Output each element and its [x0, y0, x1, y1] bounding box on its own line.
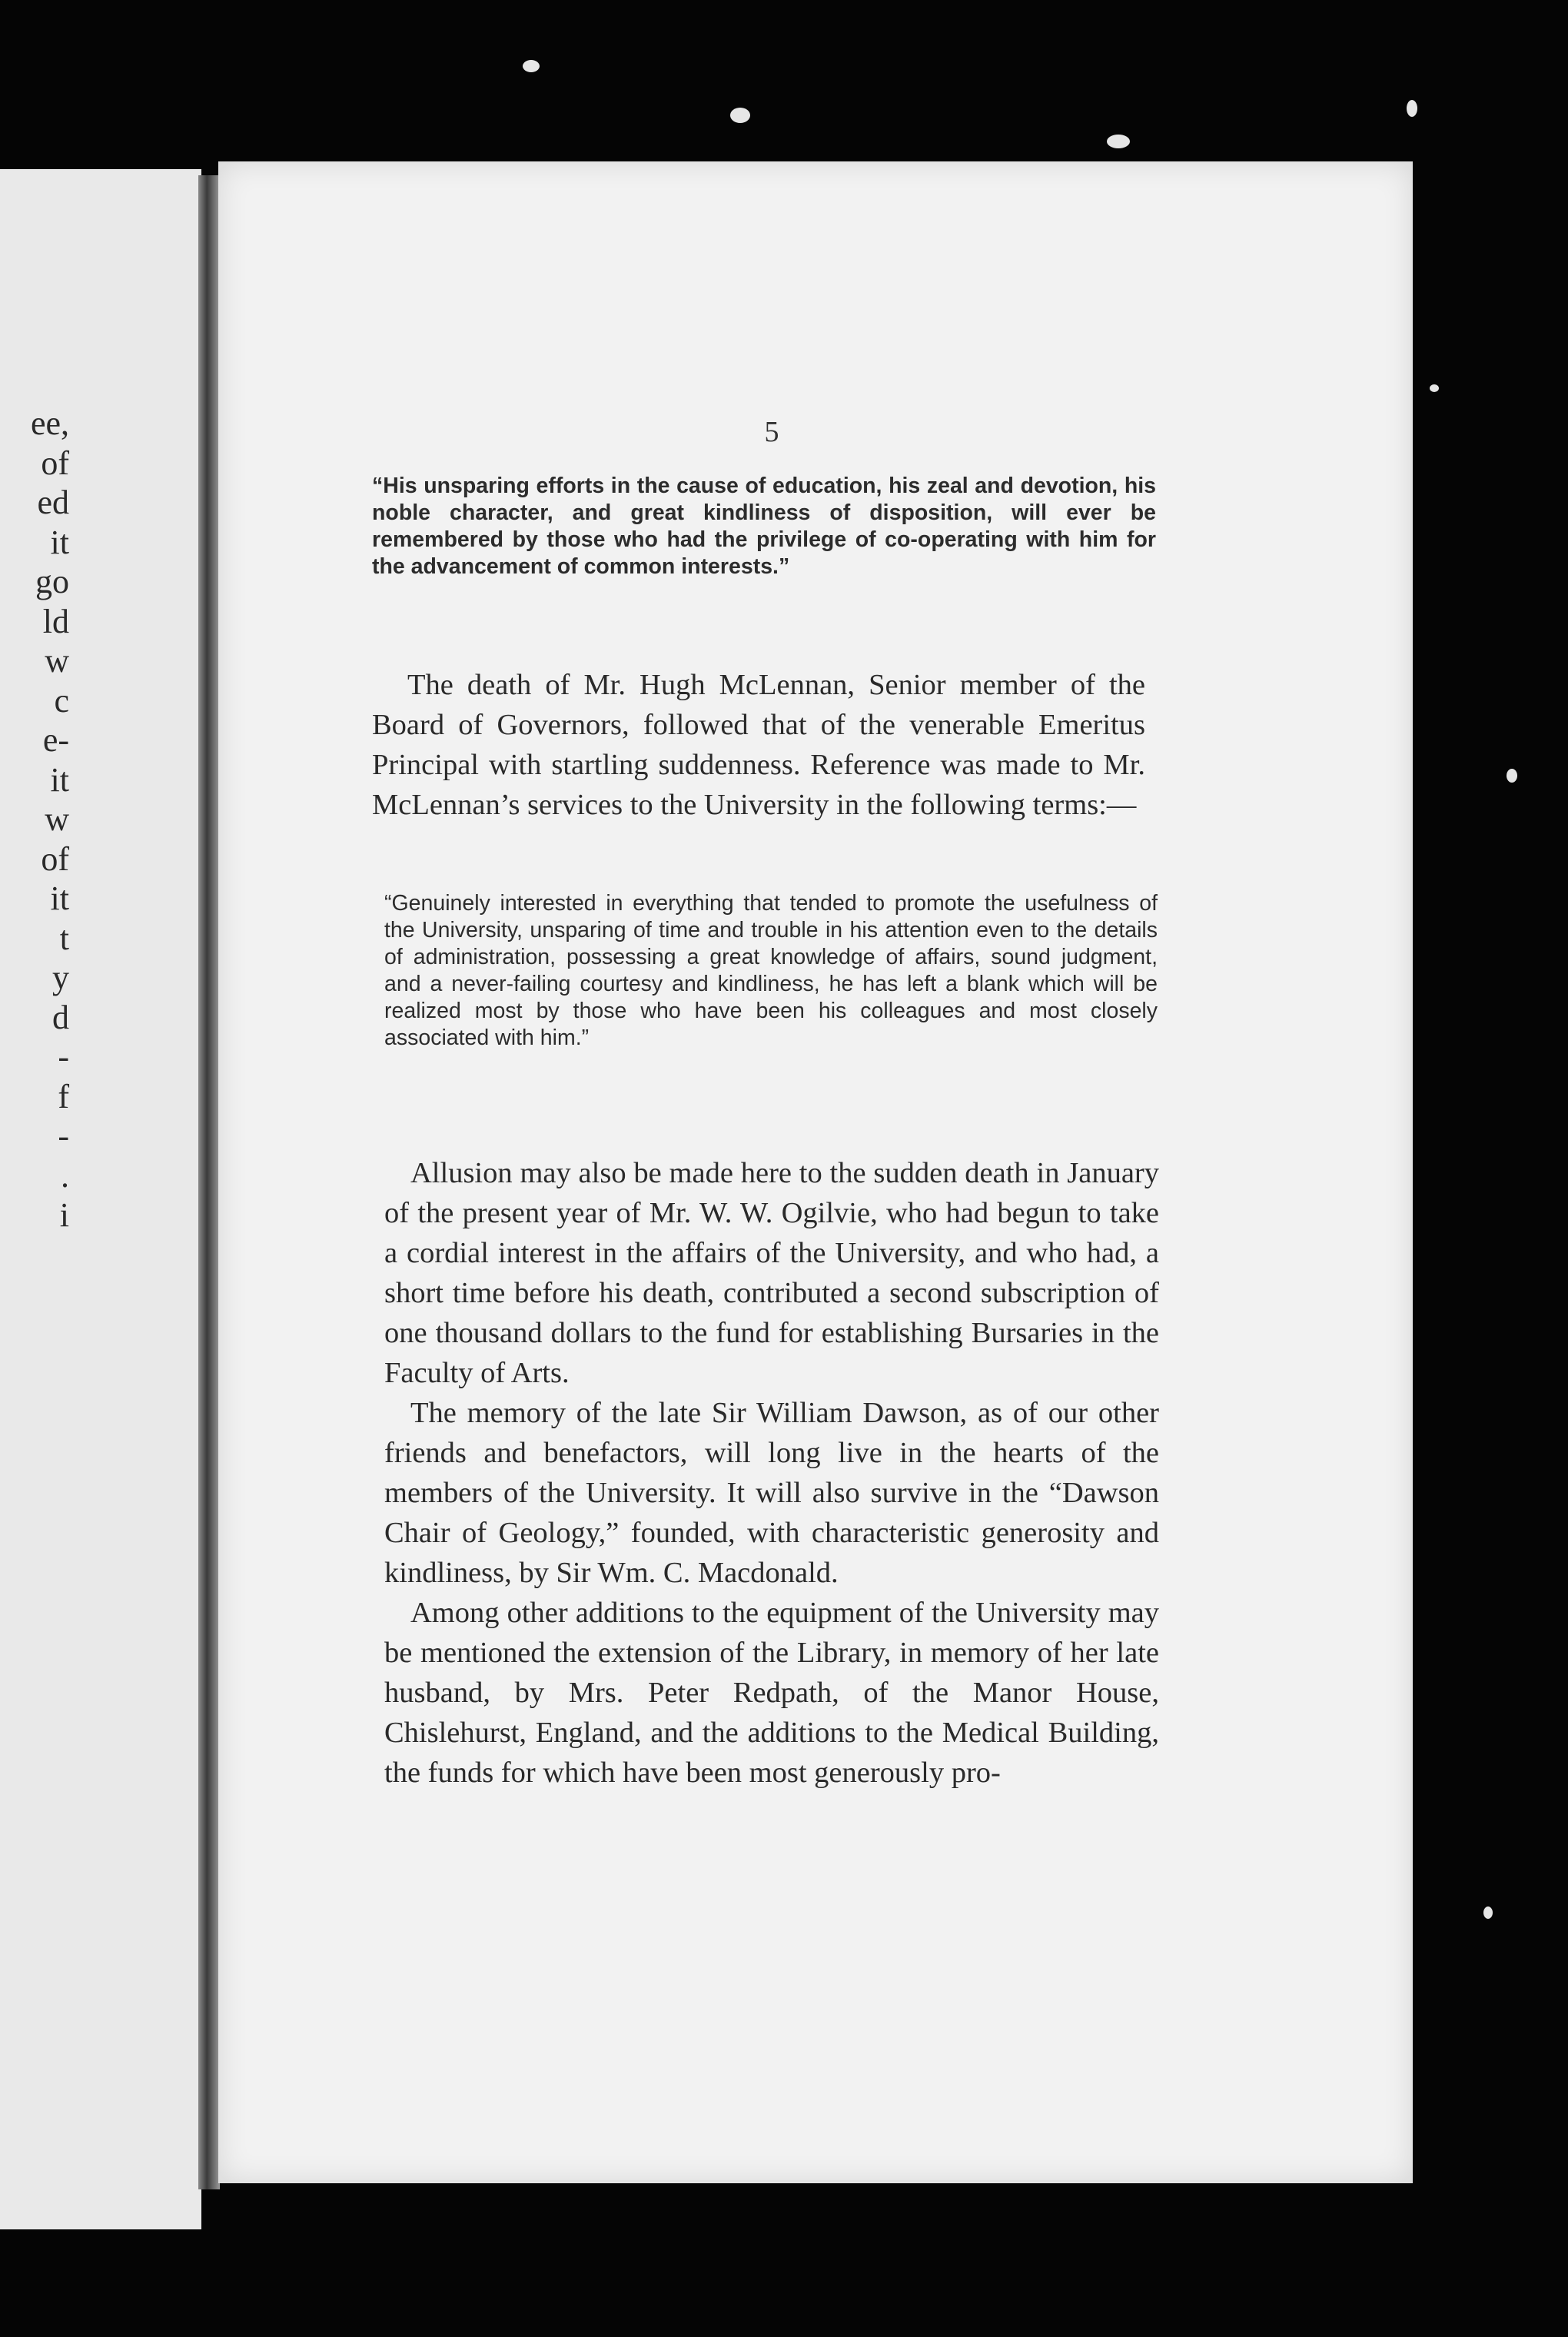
left-page-fragment: it — [50, 760, 69, 799]
paragraph-4: Among other additions to the equipment of the University may be mentioned the extension of the Library, in memory of her late husband, by Mrs. Peter Redpath, of the Manor House, Chislehurst, England, and the additions to the Medical Building, the funds for which have been most generously pro- — [384, 1597, 1159, 1789]
dust-speck — [730, 108, 750, 123]
left-page-fragment: ed — [37, 484, 69, 521]
dust-speck — [1430, 384, 1439, 392]
paragraph-group — [384, 1153, 1159, 1793]
left-page-fragment: of — [41, 444, 69, 482]
dust-speck — [1483, 1906, 1493, 1919]
paragraph-1: The death of Mr. Hugh McLennan, Senior member of the Board of Governors, followed that of the venerable Emeritus Principal with startling suddenness. Reference was made to Mr. McLennan’s services to the University in the following terms:— — [372, 669, 1145, 821]
left-page-fragment: - — [58, 1117, 69, 1155]
left-page-fragment: i — [59, 1196, 69, 1234]
block-quote-1: “His unsparing efforts in the cause of education, his zeal and devotion, his noble character, and great kindliness of disposition, will ever be remembered by those who had the privilege of co-operating with him for the advancement of common interests.” — [372, 474, 1156, 579]
left-page-fragment: f — [58, 1077, 69, 1115]
left-page-fragment: y — [52, 959, 69, 996]
dust-speck — [523, 60, 540, 72]
left-page-text-fragments — [0, 404, 69, 1235]
left-page-fragment: d — [52, 998, 69, 1036]
left-page-fragment: it — [50, 523, 69, 561]
left-page-fragment: c — [54, 681, 69, 720]
dust-speck — [1107, 135, 1130, 148]
left-page-fragment: of — [41, 839, 69, 878]
left-page-fragment: w — [45, 800, 69, 838]
left-page-fragment: it — [50, 879, 69, 917]
right-page — [218, 161, 1413, 2183]
paragraph-2: Allusion may also be made here to the sudden death in January of the present year of Mr. W. W. Ogilvie, who had begun to take a cordial interest in the affairs of the University, and who had, a short time before his death, contributed a second subscription of one thousand dollars to the fund for establishing Bursaries in the Faculty of Arts. — [384, 1157, 1159, 1389]
book-gutter — [198, 175, 220, 2189]
left-page-fragment: w — [45, 642, 69, 680]
left-page-fragment: go — [35, 563, 69, 600]
left-page-fragment: e- — [42, 721, 69, 759]
dust-speck — [1407, 100, 1417, 117]
left-page-fragment: ee, — [30, 404, 69, 442]
left-page-fragment: . — [61, 1156, 69, 1195]
dust-speck — [1507, 769, 1517, 783]
left-page-fragment: t — [59, 919, 69, 957]
paragraph-3: The memory of the late Sir William Dawson, as of our other friends and benefactors, will long live in the hearts of the members of the University. It will also survive in the “Dawson Chair of Geology,” founded, with characteristic generosity and kindliness, by Sir Wm. C. Macdonald. — [384, 1397, 1159, 1589]
block-quote-2: “Genuinely interested in everything that tended to promote the usefulness of the University, unsparing of time and trouble in his attention even to the details of administration, possessing a great knowledge of affairs, sound judgment, and a never-failing courtesy and kindliness, he has left a blank which will be realized most by those who have been his colleagues and most closely associated with him.” — [384, 891, 1158, 1050]
left-page-fragment: - — [58, 1038, 69, 1075]
left-page-fragment: ld — [42, 602, 69, 640]
page-number: 5 — [764, 416, 779, 448]
